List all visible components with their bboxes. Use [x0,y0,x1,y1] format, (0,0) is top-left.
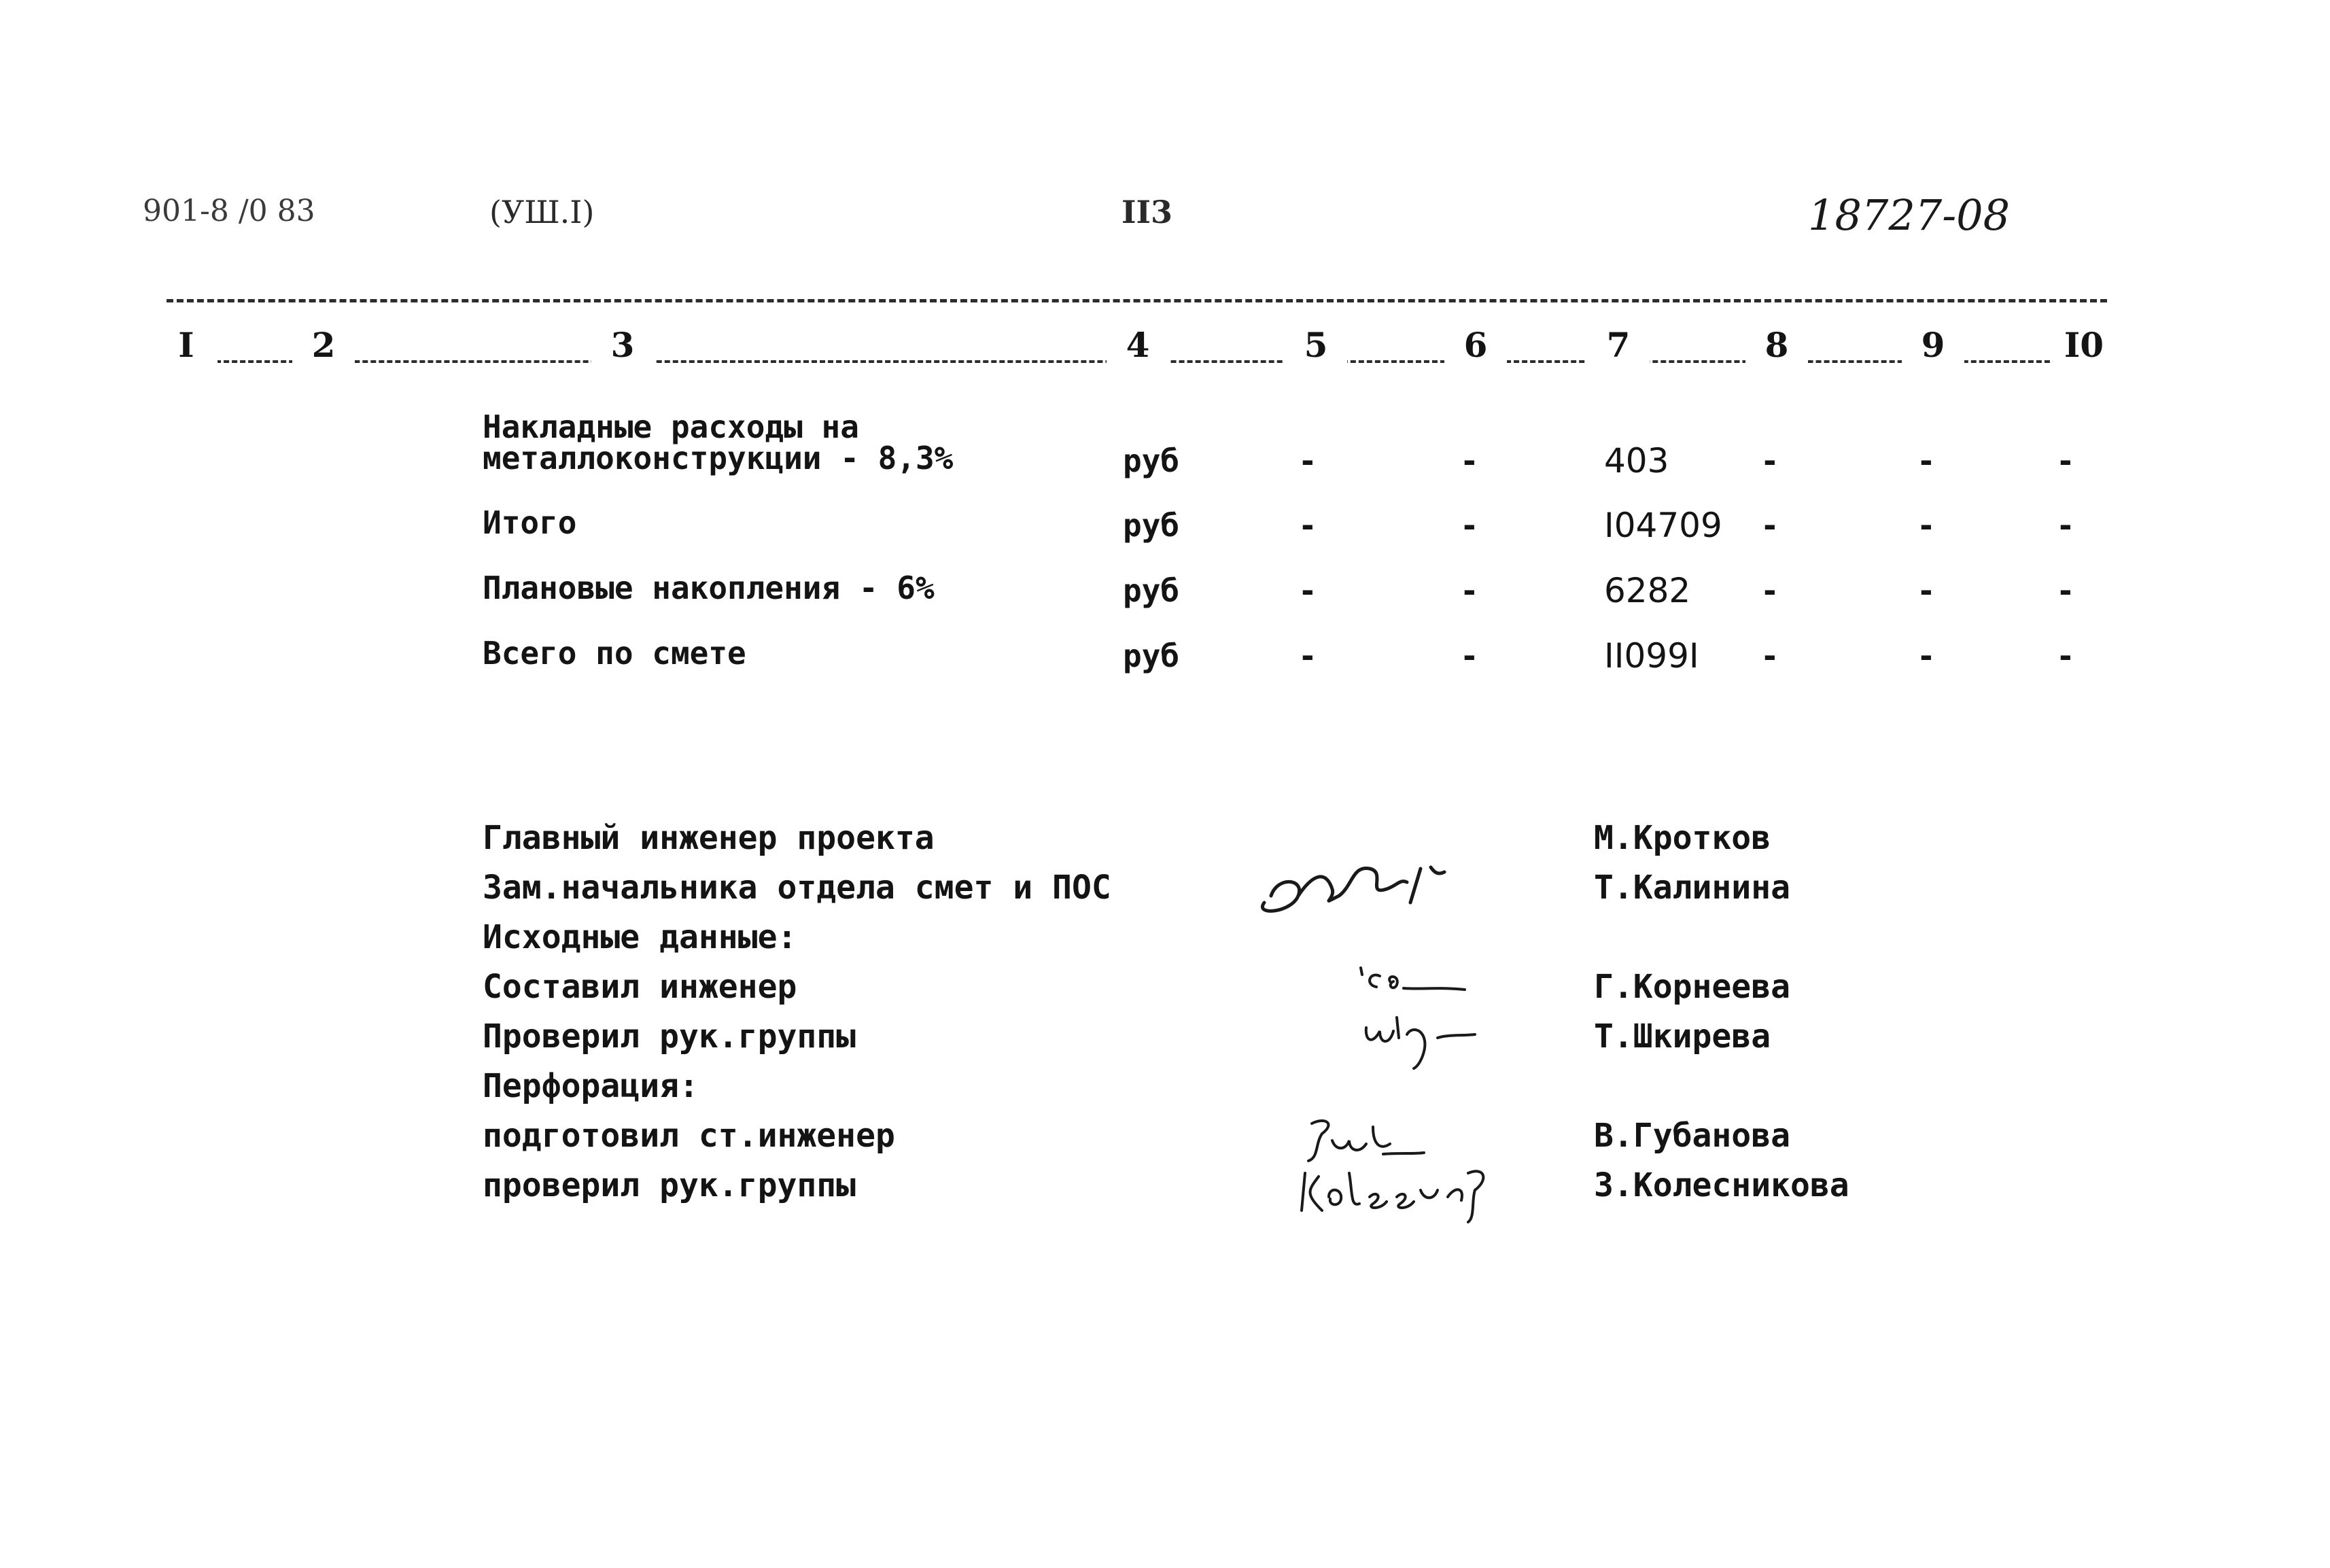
handwritten-signature-icon [1288,1160,1499,1224]
signature-row [0,1117,2330,1164]
handwritten-signature-icon [1359,1007,1482,1075]
section-code: (УШ.I) [489,194,595,230]
signature-title: подготовил ст.инженер [483,1117,895,1155]
row-col9: - [1917,572,1936,609]
row-amount: 403 [1604,441,1669,481]
row-amount: I04709 [1604,506,1722,545]
row-unit: руб [1123,638,1180,674]
row-description [483,408,954,476]
handwritten-signature-icon [1353,961,1475,1009]
column-number-10: I0 [2053,325,2115,365]
signature-title: проверил рук.группы [483,1166,856,1204]
column-number-2: 2 [292,325,355,365]
signature-name: В.Губанова [1594,1117,1790,1155]
row-col10: - [2056,442,2075,479]
row-col5: - [1298,442,1317,479]
row-amount: 6282 [1604,571,1691,610]
row-col8: - [1760,638,1779,674]
row-amount: II099I [1604,636,1699,676]
row-description: Всего по смете [483,635,746,672]
row-description: Плановые накопления - 6% [483,570,935,606]
row-col10: - [2056,638,2075,674]
signature-row [0,1067,2330,1115]
row-col6: - [1460,638,1479,674]
document-code: 901-8 /0 83 [143,194,315,228]
column-number-3: 3 [591,325,654,365]
signature-name: М.Кротков [1594,819,1771,857]
signature-row [0,819,2330,867]
table-row [0,635,2330,685]
row-col8: - [1760,507,1779,544]
table-row [0,408,2330,481]
column-number-7: 7 [1587,325,1650,365]
row-col6: - [1460,442,1479,479]
signature-row [0,968,2330,1015]
signature-title: Перфорация: [483,1067,699,1105]
row-col5: - [1298,507,1317,544]
column-number-8: 8 [1745,325,1808,365]
row-unit: руб [1123,507,1180,544]
signature-name: Т.Шкирева [1594,1017,1771,1056]
column-number-1: I [155,325,218,365]
row-col8: - [1760,572,1779,609]
row-col5: - [1298,572,1317,609]
row-col10: - [2056,507,2075,544]
signature-title: Главный инженер проекта [483,819,935,857]
column-number-6: 6 [1444,325,1507,365]
signature-title: Исходные данные: [483,918,797,956]
signature-title: Составил инженер [483,968,797,1006]
table-row [0,504,2330,555]
handwritten-signature-icon [1251,848,1495,923]
signature-title: Проверил рук.группы [483,1017,856,1056]
signature-name: Г.Корнеева [1594,968,1790,1006]
column-number-5: 5 [1285,325,1347,365]
row-description: Итого [483,504,577,541]
signature-row [0,1017,2330,1065]
signature-row [0,1166,2330,1214]
row-col9: - [1917,507,1936,544]
row-col10: - [2056,572,2075,609]
signature-row [0,918,2330,966]
handwritten-stamp-number: 18727-08 [1808,190,2011,240]
row-col9: - [1917,442,1936,479]
signature-row [0,869,2330,916]
row-col6: - [1460,572,1479,609]
signature-name: Т.Калинина [1594,869,1790,907]
row-unit: руб [1123,572,1180,609]
signature-name: З.Колесникова [1594,1166,1849,1204]
row-description-line: металлоконструкции - 8,3% [483,440,954,476]
signature-title: Зам.начальника отдела смет и ПОС [483,869,1111,907]
row-col5: - [1298,638,1317,674]
header-separator [167,299,2107,302]
row-description-line: Накладные расходы на [483,408,859,445]
row-col9: - [1917,638,1936,674]
table-row [0,572,2330,620]
column-number-9: 9 [1902,325,1964,365]
page-number: II3 [1121,194,1173,230]
row-unit: руб [1123,442,1180,479]
column-number-4: 4 [1107,325,1169,365]
row-col6: - [1460,507,1479,544]
row-col8: - [1760,442,1779,479]
